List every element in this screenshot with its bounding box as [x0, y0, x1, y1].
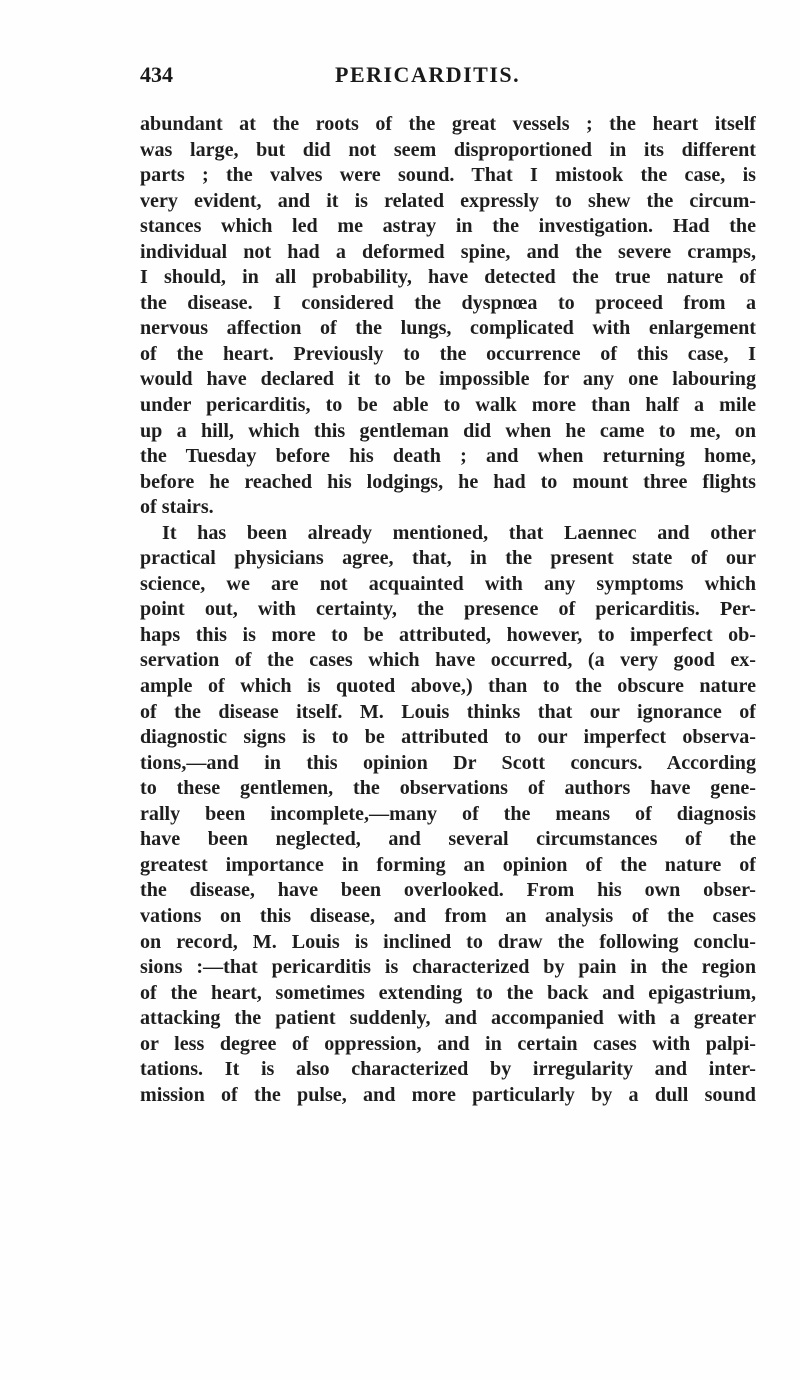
text-line: the disease, have been overlooked. From his own obser- — [140, 879, 756, 902]
body-text — [140, 112, 756, 1108]
text-line: sions :—that pericarditis is characterized by pain in the region — [140, 956, 756, 979]
text-line: tations. It is also characterized by irregularity and inter- — [140, 1058, 756, 1081]
text-line: rally been incomplete,—many of the means of diagnosis — [140, 802, 756, 825]
text-line: I should, in all probability, have detected the true nature of — [140, 266, 756, 289]
paragraph-end-line: of stairs. — [140, 496, 214, 519]
running-title: PERICARDITIS. — [335, 62, 521, 87]
text-line: under pericarditis, to be able to walk more than half a mile — [140, 394, 756, 417]
text-line: vations on this disease, and from an analysis of the cases — [140, 904, 756, 927]
text-line: haps this is more to be attributed, however, to imperfect ob- — [140, 623, 756, 646]
text-line: nervous affection of the lungs, complicated with enlargement — [140, 317, 756, 340]
text-line: of the heart. Previously to the occurrence of this case, I — [140, 342, 756, 365]
page-number: 434 — [140, 62, 173, 87]
text-line: the disease. I considered the dyspnœa to proceed from a — [140, 291, 756, 314]
text-line: abundant at the roots of the great vessels ; the heart itself — [140, 113, 756, 135]
text-line: have been neglected, and several circumstances of the — [140, 828, 756, 851]
text-line: diagnostic signs is to be attributed to our imperfect observa- — [140, 726, 756, 749]
text-line: mission of the pulse, and more particularly by a dull sound — [140, 1083, 756, 1106]
text-line: was large, but did not seem disproportioned in its different — [140, 138, 756, 161]
page-header — [140, 58, 700, 98]
text-line: of the heart, sometimes extending to the back and epigastrium, — [140, 981, 756, 1004]
text-line: on record, M. Louis is inclined to draw the following conclu- — [140, 930, 756, 953]
text-line: stances which led me astray in the investigation. Had the — [140, 215, 756, 238]
text-line: the Tuesday before his death ; and when returning home, — [140, 445, 756, 468]
text-line: parts ; the valves were sound. That I mistook the case, is — [140, 164, 756, 187]
text-line: would have declared it to be impossible for any one labouring — [140, 368, 756, 391]
text-line: or less degree of oppression, and in certain cases with palpi- — [140, 1032, 756, 1055]
text-line: up a hill, which this gentleman did when he came to me, on — [140, 419, 756, 442]
text-line: very evident, and it is related expressly to shew the circum- — [140, 189, 756, 212]
text-line: science, we are not acquainted with any symptoms which — [140, 572, 756, 595]
text-line: individual not had a deformed spine, and the severe cramps, — [140, 240, 756, 263]
text-line: ample of which is quoted above,) than to the obscure nature — [140, 675, 756, 698]
text-line: of the disease itself. M. Louis thinks that our ignorance of — [140, 700, 756, 723]
text-line: greatest importance in forming an opinion of the nature of — [140, 853, 756, 876]
text-line: tions,—and in this opinion Dr Scott concurs. According — [140, 751, 756, 774]
text-line: point out, with certainty, the presence of pericarditis. Per- — [140, 598, 756, 621]
text-line: servation of the cases which have occurred, (a very good ex- — [140, 649, 756, 672]
text-line: to these gentlemen, the observations of authors have gene- — [140, 777, 756, 800]
text-line: before he reached his lodgings, he had to mount three flights — [140, 470, 756, 493]
paragraph-start-line: It has been already mentioned, that Laennec and other — [162, 521, 756, 544]
text-line: attacking the patient suddenly, and accompanied with a greater — [140, 1007, 756, 1030]
text-line: practical physicians agree, that, in the present state of our — [140, 547, 756, 570]
